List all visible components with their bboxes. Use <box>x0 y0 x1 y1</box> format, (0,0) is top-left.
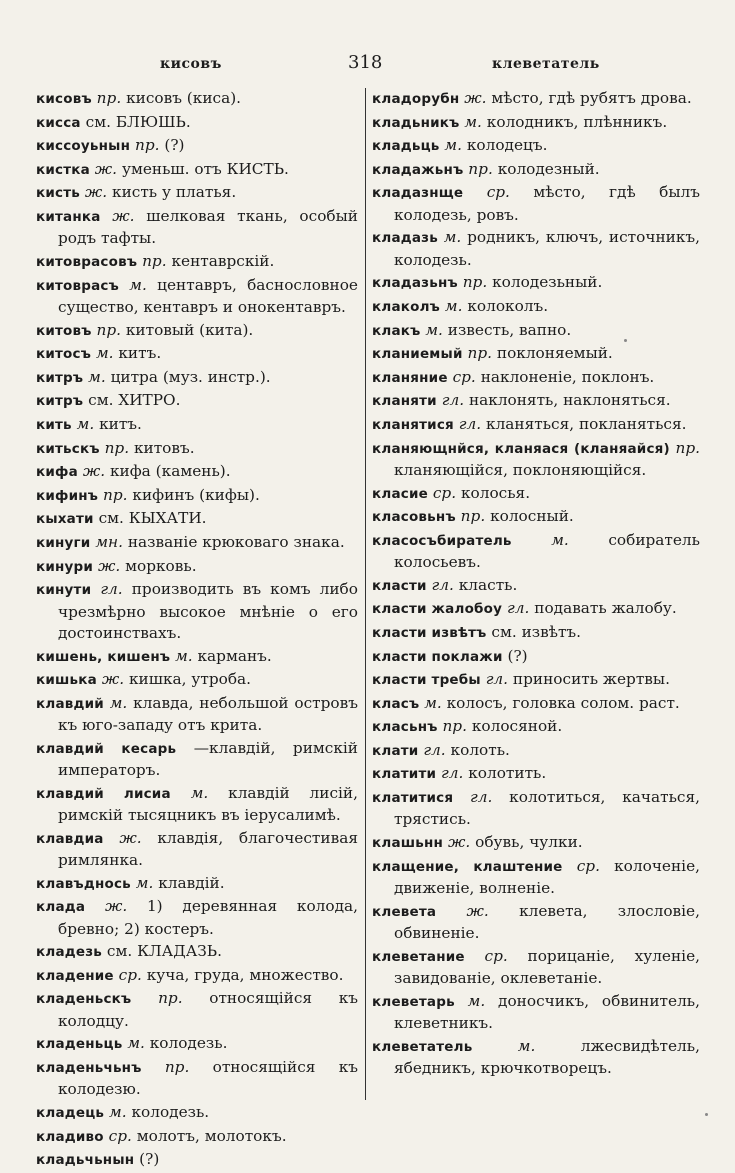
entry-definition: доносчикъ, обвинитель, клеветникъ. <box>394 991 700 1033</box>
entry-headword: клеветание <box>372 948 465 965</box>
dictionary-entry <box>372 832 700 854</box>
entry-definition: порицаніе, хуленіе, завидованіе, оклеветаніе. <box>394 946 700 988</box>
entry-headword: кладорубн <box>372 91 460 107</box>
entry-definition: 1) деревянная колода, бревно; 2) костеръ. <box>58 897 358 938</box>
entry-grammar: пр. <box>675 438 700 457</box>
dictionary-entry <box>372 320 700 342</box>
entry-headword: кладьчьнын <box>36 1152 135 1169</box>
entry-definition: китовъ. <box>133 438 195 457</box>
dictionary-entry <box>36 88 358 110</box>
entry-grammar: ж. <box>97 556 121 575</box>
entry-definition: китовый (кита). <box>125 320 254 339</box>
entry-definition: кифа (камень). <box>109 462 231 481</box>
entry-grammar: ж. <box>112 206 135 225</box>
entry-definition: кентаврскій. <box>171 251 275 270</box>
dictionary-entry <box>36 1057 358 1101</box>
entry-headword: кладазнще <box>372 185 464 202</box>
entry-grammar: пр. <box>104 438 130 457</box>
dictionary-entry <box>372 669 700 691</box>
entry-grammar: ср. <box>108 1126 132 1145</box>
entry-definition: клавдій лисій, римскій тысяцникъ въ іерусалимѣ. <box>58 783 358 825</box>
entry-definition: колосяной. <box>471 717 563 736</box>
entry-grammar: ж. <box>119 828 142 847</box>
entry-headword: кладеньскъ <box>36 991 132 1008</box>
entry-grammar: м. <box>109 1103 127 1122</box>
entry-headword: кисса <box>36 114 81 131</box>
entry-grammar: пр. <box>158 989 183 1008</box>
entry-definition: производить въ комъ либо чрезмѣрно высокое мнѣніе о его достоинствахъ. <box>58 580 358 642</box>
entry-headword: китръ <box>36 369 84 386</box>
entry-headword: клащение, клаштение <box>372 858 563 875</box>
entry-grammar: пр. <box>96 89 122 107</box>
dictionary-entry <box>36 414 358 436</box>
entry-definition: названіе крюковаго знака. <box>127 532 345 551</box>
entry-grammar: м. <box>517 1036 536 1055</box>
entry-grammar: ср. <box>118 965 142 984</box>
page-number: 318 <box>348 52 383 73</box>
dictionary-entry <box>36 556 358 578</box>
dictionary-entry <box>372 367 700 389</box>
entry-grammar: ж. <box>447 833 471 852</box>
entry-grammar: м. <box>109 693 128 712</box>
entry-definition: мѣсто, гдѣ былъ колодезь, ровъ. <box>394 183 700 224</box>
paper-speck <box>705 1113 708 1116</box>
entry-headword: кифинъ <box>36 487 99 504</box>
entry-headword: кладеньчьнъ <box>36 1060 142 1077</box>
dictionary-entry <box>372 575 700 597</box>
entry-grammar: ж. <box>82 462 106 481</box>
entry-grammar: гл. <box>441 391 465 410</box>
dictionary-entry <box>36 367 358 389</box>
entry-headword: клаколъ <box>372 298 441 315</box>
dictionary-entry <box>372 343 700 365</box>
entry-headword: кить <box>36 416 72 433</box>
entry-grammar: гл. <box>100 580 123 599</box>
entry-definition: обувь, чулки. <box>475 833 583 852</box>
entry-definition: колодезьный. <box>492 273 603 292</box>
entry-grammar: пр. <box>460 507 486 526</box>
dictionary-entry <box>372 622 700 644</box>
entry-grammar: м. <box>129 275 147 294</box>
entry-definition: кишка, утроба. <box>128 670 252 689</box>
dictionary-entry <box>36 828 358 872</box>
entry-grammar: ср. <box>484 946 508 965</box>
entry-grammar: м. <box>444 136 462 155</box>
entry-definition: уменьш. отъ КИСТЬ. <box>121 159 289 178</box>
dictionary-entry <box>372 856 700 900</box>
entry-grammar: м. <box>127 1034 145 1053</box>
dictionary-entry <box>372 530 700 574</box>
entry-grammar: ж. <box>104 897 128 916</box>
entry-grammar: гл. <box>485 670 509 689</box>
entry-grammar: гл. <box>431 575 454 594</box>
entry-headword: класти требы <box>372 672 481 689</box>
entry-definition: см. КЛАДАЗЬ. <box>106 942 222 961</box>
entry-definition: подавать жалобу. <box>534 599 677 618</box>
entry-definition: колодецъ. <box>466 136 548 155</box>
dictionary-entry <box>372 991 700 1035</box>
entry-headword: кладажьнъ <box>372 161 464 178</box>
entry-grammar: м. <box>95 344 114 363</box>
entry-headword: кифа <box>36 464 78 481</box>
dictionary-entry <box>372 483 700 505</box>
entry-definition: см. КЫХАТИ. <box>98 509 207 528</box>
dictionary-entry <box>36 508 358 530</box>
dictionary-entry <box>372 763 700 785</box>
entry-headword: класти поклажи <box>372 648 503 665</box>
entry-headword: клатити <box>372 766 437 783</box>
entry-headword: кланяние <box>372 369 448 386</box>
entry-headword: кишька <box>36 672 97 689</box>
entry-definition: китъ. <box>118 344 162 363</box>
entry-grammar: гл. <box>423 740 446 759</box>
dictionary-entry <box>372 227 700 271</box>
entry-definition: (?) <box>139 1150 160 1169</box>
dictionary-entry <box>36 988 358 1032</box>
entry-grammar: м. <box>443 228 462 247</box>
dictionary-entry <box>36 112 358 134</box>
entry-headword: кисовъ <box>36 91 92 107</box>
entry-headword: клашьнн <box>372 835 444 852</box>
entry-headword: клатитися <box>372 790 454 807</box>
entry-grammar: пр. <box>442 717 467 736</box>
dictionary-entry <box>372 693 700 715</box>
dictionary-entry <box>372 272 700 294</box>
entry-grammar: пр. <box>164 1058 190 1077</box>
dictionary-entry <box>372 787 700 831</box>
entry-definition: лжесвидѣтель, ябедникъ, крючкотворецъ. <box>394 1036 700 1078</box>
entry-definition: клавдія, благочестивая римлянка. <box>58 828 358 870</box>
entry-headword: кладазь <box>372 230 438 247</box>
entry-headword: кланиемый <box>372 346 463 363</box>
dictionary-entry <box>372 88 700 110</box>
entry-headword: кланяющнйся, кланяася (кланяайся) <box>372 440 670 457</box>
dictionary-entry <box>372 182 700 226</box>
entry-headword: класъ <box>372 695 420 712</box>
dictionary-entry <box>36 438 358 460</box>
entry-grammar: м. <box>464 112 482 131</box>
entry-headword: класьнъ <box>372 719 438 736</box>
entry-definition: мѣсто, гдѣ рубятъ дрова. <box>491 89 692 107</box>
dictionary-entry <box>372 740 700 762</box>
dictionary-entry <box>372 390 700 412</box>
entry-definition: шелковая ткань, особый родъ тафты. <box>58 206 358 248</box>
dictionary-entry <box>36 135 358 157</box>
entry-definition: колоть. <box>450 740 510 759</box>
entry-headword: кинути <box>36 582 92 599</box>
entry-grammar: ж. <box>464 89 487 107</box>
dictionary-entry <box>36 485 358 507</box>
entry-grammar: м. <box>175 646 193 665</box>
entry-grammar: ж. <box>466 901 489 920</box>
entry-headword: клавдий <box>36 695 104 712</box>
dictionary-entry <box>372 296 700 318</box>
dictionary-entry <box>36 461 358 483</box>
entry-grammar: пр. <box>468 159 493 178</box>
entry-headword: клада <box>36 899 86 916</box>
entry-definition: центавръ, баснословное существо, кентавръ и онокентавръ. <box>58 275 358 316</box>
entry-headword: класти жалобоу <box>372 601 503 618</box>
entry-definition: относящійся къ колодцу. <box>58 989 358 1030</box>
entry-definition: колосный. <box>490 507 574 526</box>
entry-headword: кланяти <box>372 393 437 410</box>
entry-definition: см. БЛЮШЬ. <box>85 112 191 131</box>
dictionary-entry <box>372 438 700 482</box>
entry-definition: колосъ, головка солом. раст. <box>446 693 680 712</box>
entry-grammar: м. <box>425 320 443 339</box>
entry-headword: клавдиа <box>36 830 104 847</box>
entry-headword: кишень, кишенъ <box>36 648 171 665</box>
entry-headword: кистка <box>36 161 90 178</box>
entry-definition: класть. <box>458 575 518 594</box>
entry-definition: цитра (муз. инстр.). <box>110 367 271 386</box>
entry-definition: кланяться, покланяться. <box>486 414 687 433</box>
entry-definition: родникъ, ключъ, источникъ, колодезь. <box>394 228 700 269</box>
entry-headword: класти <box>372 577 427 594</box>
entry-headword: кладеньць <box>36 1036 123 1053</box>
entry-headword: клавдий лисиа <box>36 785 171 802</box>
entry-definition: собиратель колосьевъ. <box>394 530 700 572</box>
entry-definition: куча, груда, множество. <box>146 965 344 984</box>
column-divider <box>365 88 366 1100</box>
dictionary-entry <box>36 873 358 895</box>
entry-headword: класие <box>372 485 428 502</box>
entry-headword: кисть <box>36 185 80 202</box>
dictionary-entry <box>372 716 700 738</box>
entry-headword: клакъ <box>372 322 421 339</box>
dictionary-entry <box>36 896 358 940</box>
entry-definition: колодезь. <box>131 1103 210 1122</box>
entry-grammar: гл. <box>507 599 530 618</box>
dictionary-entry <box>36 206 358 250</box>
dictionary-entry <box>36 965 358 987</box>
left-column <box>36 88 358 1173</box>
entry-grammar: ср. <box>576 856 600 875</box>
entry-grammar: м. <box>467 991 486 1010</box>
entry-definition: колодникъ, плѣнникъ. <box>486 112 668 131</box>
entry-headword: клеветатель <box>372 1038 473 1055</box>
entry-grammar: ср. <box>432 483 457 502</box>
entry-headword: киссоуьнын <box>36 138 131 155</box>
entry-definition: морковь. <box>125 556 197 575</box>
entry-definition: приносить жертвы. <box>512 670 670 689</box>
entry-definition: колосья. <box>460 483 531 502</box>
entry-headword: китръ <box>36 393 84 410</box>
dictionary-entry <box>36 251 358 273</box>
entry-grammar: ж. <box>94 159 118 178</box>
right-running-headword: клеветатель <box>492 56 600 72</box>
dictionary-entry <box>36 1126 358 1148</box>
entry-grammar: м. <box>444 296 463 315</box>
dictionary-entry <box>36 532 358 554</box>
entry-grammar: мн. <box>95 532 123 551</box>
entry-grammar: ср. <box>486 183 510 202</box>
right-column <box>372 88 700 1081</box>
entry-headword: кладьць <box>372 138 440 155</box>
dictionary-entry <box>36 693 358 737</box>
entry-headword: китоврасъ <box>36 277 119 294</box>
entry-definition: карманъ. <box>197 646 272 665</box>
entry-headword: кладазьнъ <box>372 275 458 292</box>
entry-grammar: ж. <box>84 183 108 202</box>
dictionary-entry <box>372 414 700 436</box>
entry-definition: см. извѣтъ. <box>491 622 581 641</box>
dictionary-entry <box>372 159 700 181</box>
dictionary-entry <box>36 1033 358 1055</box>
entry-grammar: м. <box>190 783 209 802</box>
dictionary-entry <box>372 135 700 157</box>
dictionary-entry <box>372 946 700 990</box>
dictionary-entry <box>36 390 358 412</box>
entry-headword: китовъ <box>36 322 92 339</box>
dictionary-entry <box>372 1036 700 1080</box>
entry-headword: клати <box>372 742 419 759</box>
dictionary-entry <box>372 506 700 528</box>
entry-definition: китъ. <box>99 414 142 433</box>
dictionary-entry <box>36 579 358 644</box>
entry-grammar: ср. <box>452 367 476 386</box>
entry-headword: китьскъ <box>36 440 100 457</box>
entry-headword: кыхати <box>36 511 94 528</box>
entry-definition: —клавдій, римскій императоръ. <box>58 738 358 780</box>
entry-headword: класовьнъ <box>372 509 456 526</box>
entry-definition: кланяющійся, поклоняющійся. <box>394 460 647 479</box>
dictionary-entry <box>36 1149 358 1171</box>
entry-definition: колодезь. <box>149 1034 228 1053</box>
entry-definition: (?) <box>164 136 185 155</box>
dictionary-entry <box>36 783 358 827</box>
entry-definition: кисть у платья. <box>112 183 237 202</box>
dictionary-entry <box>372 901 700 945</box>
entry-definition: наклонять, наклоняться. <box>468 391 671 410</box>
dictionary-entry <box>36 275 358 319</box>
paper-speck <box>624 339 627 342</box>
left-running-headword: кисовъ <box>160 56 222 72</box>
entry-grammar: м. <box>551 530 569 549</box>
entry-definition: колотиться, качаться, трястись. <box>394 788 700 829</box>
entry-definition: поклоняемый. <box>496 344 613 363</box>
page-header <box>30 50 700 80</box>
dictionary-entry <box>36 343 358 365</box>
entry-definition: колоколъ. <box>467 296 549 315</box>
entry-grammar: м. <box>88 367 106 386</box>
entry-grammar: ж. <box>101 670 125 689</box>
dictionary-entry <box>36 669 358 691</box>
entry-headword: кладьникъ <box>372 114 460 131</box>
entry-definition: кифинъ (кифы). <box>132 485 260 504</box>
entry-headword: кланятися <box>372 416 454 433</box>
entry-definition: клевета, злословіе, обвиненіе. <box>394 901 700 943</box>
dictionary-entry <box>36 1102 358 1124</box>
entry-headword: кладець <box>36 1105 105 1122</box>
entry-headword: китанка <box>36 208 101 225</box>
entry-definition: известь, вапно. <box>447 320 572 339</box>
entry-grammar: м. <box>424 693 442 712</box>
entry-grammar: пр. <box>96 320 121 339</box>
entry-headword: клавъднось <box>36 875 131 892</box>
entry-definition: клавдій. <box>158 873 225 892</box>
entry-headword: клавдий кесарь <box>36 740 177 757</box>
dictionary-entry <box>36 159 358 181</box>
dictionary-entry <box>372 112 700 134</box>
entry-headword: клевета <box>372 903 437 920</box>
entry-headword: класти извѣтъ <box>372 624 487 641</box>
entry-headword: кладезь <box>36 944 102 961</box>
entry-grammar: м. <box>76 414 95 433</box>
entry-definition: кисовъ (киса). <box>126 89 242 107</box>
entry-definition: колоченіе, движеніе, волненіе. <box>394 856 700 898</box>
dictionary-entry <box>36 646 358 668</box>
entry-definition: (?) <box>507 646 528 665</box>
entry-definition: клавда, небольшой островъ къ юго-западу отъ крита. <box>58 693 358 735</box>
entry-headword: кладиво <box>36 1128 104 1145</box>
entry-headword: кинуги <box>36 534 91 551</box>
dictionary-entry <box>36 320 358 342</box>
dictionary-entry <box>372 598 700 620</box>
entry-headword: китосъ <box>36 346 92 363</box>
dictionary-entry <box>36 941 358 963</box>
entry-definition: относящійся къ колодезю. <box>58 1058 358 1099</box>
entry-headword: кинури <box>36 558 94 575</box>
dictionary-entry <box>36 182 358 204</box>
entry-grammar: гл. <box>441 764 464 783</box>
entry-headword: китоврасовъ <box>36 253 138 270</box>
entry-definition: колотить. <box>468 764 547 783</box>
entry-grammar: пр. <box>103 485 128 504</box>
entry-grammar: гл. <box>470 788 493 807</box>
entry-definition: см. ХИТРО. <box>88 391 181 410</box>
entry-grammar: гл. <box>458 414 482 433</box>
entry-headword: клеветарь <box>372 993 455 1010</box>
dictionary-entry <box>372 646 700 668</box>
entry-grammar: пр. <box>134 136 160 155</box>
entry-grammar: пр. <box>462 273 488 292</box>
entry-definition: молотъ, молотокъ. <box>136 1126 287 1145</box>
entry-headword: кладение <box>36 967 114 984</box>
entry-definition: колодезный. <box>497 159 600 178</box>
entry-grammar: пр. <box>142 251 167 270</box>
entry-grammar: м. <box>135 873 154 892</box>
entry-definition: наклоненіе, поклонъ. <box>480 367 655 386</box>
dictionary-entry <box>36 738 358 782</box>
entry-headword: класосъбиратель <box>372 532 512 549</box>
entry-grammar: пр. <box>467 344 492 363</box>
